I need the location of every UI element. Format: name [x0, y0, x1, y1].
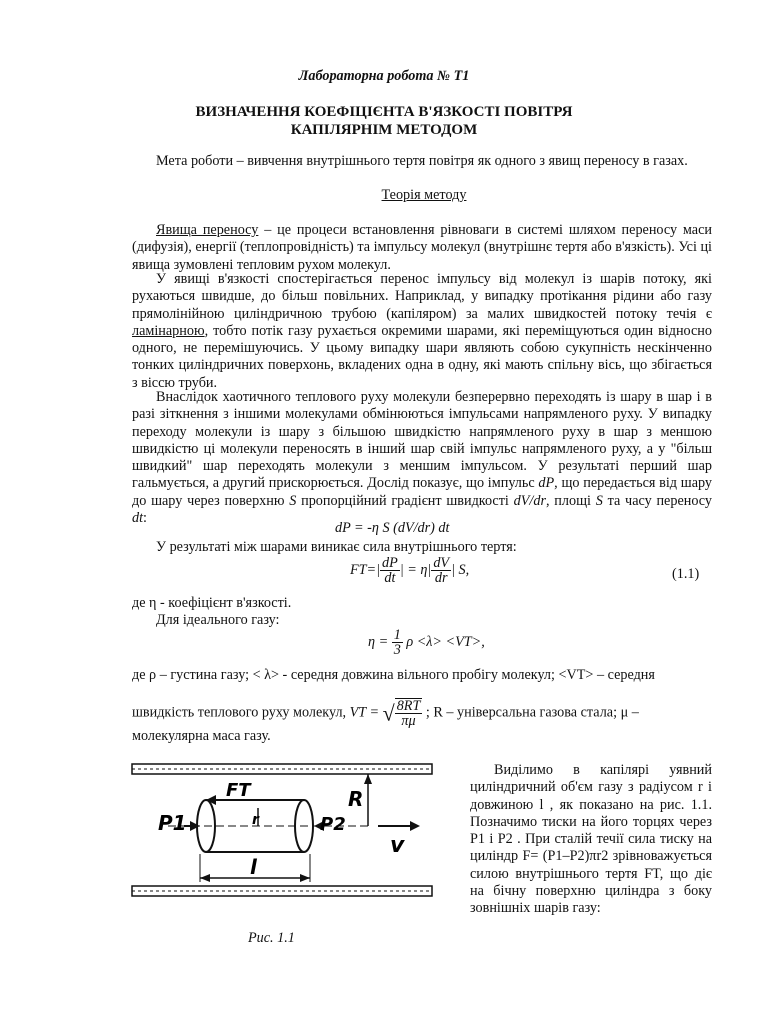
frac-num: 1: [393, 627, 401, 643]
lab-number-title: Лабораторна робота № Т1: [298, 68, 470, 84]
symbol-S: S: [289, 492, 297, 509]
p1-arrow-head: [190, 821, 200, 831]
label-r: r: [252, 812, 259, 828]
fraction-dP-dt: [380, 556, 400, 585]
ideal-gas-label: Для ідеального газу:: [156, 612, 280, 628]
eq-lhs: FT=: [350, 562, 377, 578]
paragraph-text: Внаслідок хаотичного теплового руху молекули безперервно переходять із шару в шар і в разі зіткнення з іншими молекулами обмінюються імпульсами напрямленого руху. У випадку переходу молекули із шару з більшою швидкістю напрямленого руху в шар з меншою швидкістю ці молекули переносять в інший шар свій імпульс напрямленого руху, а у "більш швидкий" шар переходять молекули з меншим імпульсом. У результаті перший шар гальмується, а другий прискорюється. Дослід показує, що імпульс: [132, 389, 712, 492]
label-v: v: [390, 833, 405, 858]
molar-mass-line: молекулярна маса газу.: [132, 728, 271, 744]
term-transfer-phenomena: Явища переносу: [156, 222, 259, 238]
equation-number: (1.1): [672, 566, 700, 582]
label-l: l: [250, 855, 257, 879]
velocity-arrow-head: [410, 821, 420, 831]
paragraph-text: та часу переносу: [602, 492, 712, 509]
density-definition-line: де ρ – густина газу; < λ> - середня довжина вільного пробігу молекул; <VT> – середня: [132, 667, 655, 683]
eq-lhs: η =: [368, 634, 389, 650]
equation-ideal-gas: [368, 628, 485, 657]
paragraph-friction-force: У результаті між шарами виникає сила внутрішнього тертя:: [156, 539, 517, 555]
symbol-VT: VT =: [349, 704, 380, 721]
eq-end: | S,: [451, 562, 470, 578]
thermal-velocity-line: швидкість теплового руху молекул, VT = √ $\frac{8RT}{\pi\mu}$ ; R – універсальна газова стала; μ –: [132, 698, 639, 729]
frac-num: dV: [433, 555, 450, 571]
eq-mid: | = η|: [399, 562, 432, 578]
symbol-gradient: dV/dr: [513, 492, 546, 509]
capillary-figure: [128, 758, 438, 908]
R-arrow-head: [364, 774, 372, 784]
label-p1: P1: [158, 811, 187, 835]
goal-paragraph: Мета роботи – вивчення внутрішнього тертя повітря як одного з явищ переносу в газах.: [156, 153, 688, 169]
frac-den: dt: [384, 570, 396, 586]
fraction-one-third: [392, 628, 403, 657]
paragraph-transfer-phenomena: [132, 222, 712, 274]
equation-friction-force: FT=| $\frac{dP}{dt}$ | = η| $\frac{dV}{dr}$ | S,: [350, 555, 470, 586]
label-R: R: [348, 787, 364, 811]
paragraph-text: :: [143, 510, 147, 527]
symbol-dP: dP: [538, 475, 555, 492]
paragraph-text: пропорційний градієнт швидкості: [296, 492, 514, 509]
paragraph-viscosity: [132, 271, 712, 392]
symbol-dt: dt: [132, 510, 144, 527]
main-title-line-2: КАПІЛЯРНІМ МЕТОДОМ: [290, 122, 478, 138]
right-column-paragraph: Виділимо в капілярі уявний циліндричний об'єм газу з радіусом r і довжиною l , як показано на рис. 1.1. Позначимо тиски на його торцях через P1 і P2 . При сталій течії сила тиску на циліндр F= (P1–P2)πr2 зрівноважується силою внутрішнього тертя FT, що діє на бічну поверхню циліндра з боку зовнішніх шарів газу:: [470, 762, 712, 917]
figure-caption: Рис. 1.1: [248, 930, 295, 946]
frac-num: dP: [382, 555, 398, 571]
term-laminar: ламінарною: [132, 322, 205, 339]
frac-den: 3: [393, 642, 401, 658]
equation-momentum: dP = -η S (dV/dr) dt: [335, 520, 450, 536]
paragraph-text: , що передається від шару до шару через поверхню: [132, 475, 712, 509]
length-arrow-right: [300, 874, 310, 882]
frac-den: dr: [434, 570, 448, 586]
theory-heading: Теорія методу: [381, 187, 467, 203]
symbol-S: S: [595, 492, 603, 509]
paragraph-text: , тобто потік газу рухається окремими шарами, які переміщуються один відносно одного, не перемішуючись. У цьому випадку шари являють собою сукупність нескінченно тонких циліндричних поверхонь, вкладених одна в одну, які мають спільну вісь, що збігається з віссю труби.: [132, 322, 712, 391]
main-title-line-1: ВИЗНАЧЕННЯ КОЕФІЦІЄНТА В'ЯЗКОСТІ ПОВІТРЯ: [195, 104, 573, 120]
label-ft: FT: [226, 780, 251, 801]
paragraph-text: У явищі в'язкості спостерігається перенос імпульсу від молекул із шарів потоку, які рухаються швидше, до більш повільних. Наприклад, у випадку протікання рідини або газу прямолінійною циліндричною трубою (капіляром) за малих швидкостей потоку течія є: [132, 271, 712, 322]
label-p2: P2: [320, 814, 346, 835]
viscosity-coefficient-note: де η - коефіцієнт в'язкості.: [132, 595, 292, 611]
paragraph-text: швидкість теплового руху молекул,: [132, 704, 347, 721]
eq-rhs: ρ <λ> <VT>,: [406, 634, 485, 650]
frac-num: 8RT: [396, 698, 421, 714]
fraction-sqrt: [395, 698, 423, 728]
fraction-dV-dr: [431, 556, 451, 585]
paragraph-text: , площі: [545, 492, 596, 509]
paragraph-text: – це процеси встановлення рівноваги в системі шляхом переносу маси (дифузія), енергії (теплопровідність) та імпульсу молекул (внутрішнє тертя або в'язкість). Усі ці явища зумовлені тепловим рухом молекул.: [132, 222, 712, 273]
length-arrow-left: [200, 874, 210, 882]
frac-den: πμ: [401, 713, 416, 729]
paragraph-text: ; R – універсальна газова стала; μ –: [425, 704, 639, 721]
paragraph-momentum-transfer: [132, 389, 712, 527]
